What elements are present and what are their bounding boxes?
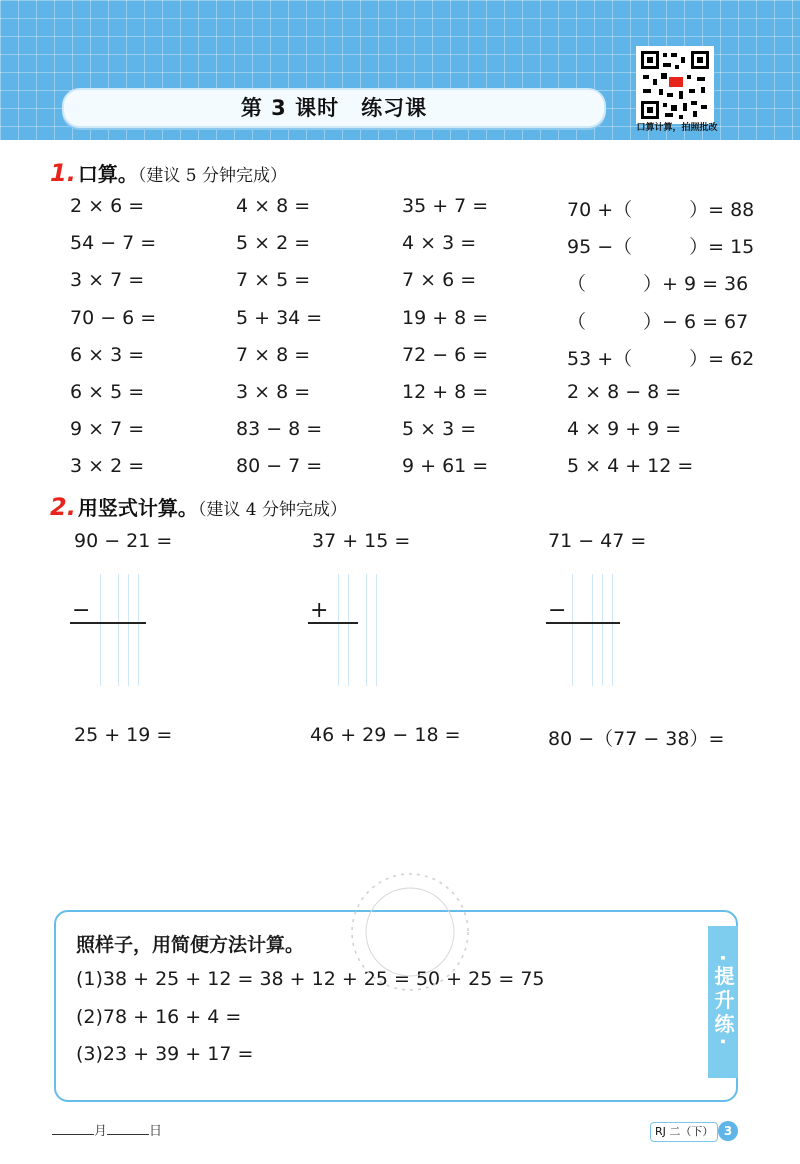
page-number: 3 [718, 1121, 738, 1141]
guide-line [592, 574, 593, 686]
operator-sign: − [72, 598, 91, 623]
oral-item[interactable]: 5 × 2 = [236, 232, 311, 254]
qr-caption: 口算计算，拍照批改 [636, 123, 718, 133]
oral-item[interactable]: 70 − 6 = [70, 307, 157, 329]
edition-tag: RJ 二（下） [650, 1122, 718, 1142]
section2-heading: 用竖式计算。 [77, 496, 198, 520]
guide-line [128, 574, 129, 686]
oral-item[interactable]: 4 × 3 = [402, 232, 477, 254]
oral-item[interactable]: 4 × 8 = [236, 195, 311, 217]
day-label: 日 [149, 1124, 163, 1139]
vertical-problem: 90 − 21 = [74, 530, 173, 552]
oral-item[interactable]: 72 − 6 = [402, 344, 489, 366]
oral-item[interactable]: 5 + 34 = [236, 307, 323, 329]
guide-line [366, 574, 367, 686]
oral-item[interactable]: 83 − 8 = [236, 418, 323, 440]
oral-item[interactable]: 2 × 6 = [70, 195, 145, 217]
oral-item[interactable]: 9 + 61 = [402, 455, 489, 477]
oral-item[interactable]: 9 × 7 = [70, 418, 145, 440]
vertical-problem: 80 −（77 − 38）= [548, 728, 725, 750]
section2-title [50, 492, 347, 521]
section1-number: 1. [50, 159, 76, 187]
oral-item[interactable]: 4 × 9 + 9 = [567, 418, 682, 440]
vertical-problem: 46 + 29 − 18 = [310, 724, 461, 746]
oral-item[interactable]: （ ）+ 9 = 36 [567, 273, 749, 295]
oral-item[interactable]: 7 × 5 = [236, 269, 311, 291]
vertical-problem: 71 − 47 = [548, 530, 647, 552]
section1-note: （建议 5 分钟完成） [137, 166, 287, 186]
oral-item[interactable]: 35 + 7 = [402, 195, 489, 217]
watermark-seal [340, 862, 480, 1002]
section1-heading: 口算。 [77, 162, 138, 186]
oral-item[interactable]: 5 × 4 + 12 = [567, 455, 694, 477]
guide-line [602, 574, 603, 686]
day-blank[interactable] [107, 1134, 149, 1135]
guide-line [118, 574, 119, 686]
section2-number: 2. [50, 493, 76, 521]
section2-note: （建议 4 分钟完成） [197, 500, 347, 520]
guide-line [338, 574, 339, 686]
oral-item[interactable]: 70 +（ ）= 88 [567, 199, 755, 221]
oral-item[interactable]: 19 + 8 = [402, 307, 489, 329]
vertical-problem: 25 + 19 = [74, 724, 173, 746]
guide-line [376, 574, 377, 686]
guide-line [100, 574, 101, 686]
answer-line [546, 622, 620, 624]
answer-line [70, 622, 146, 624]
month-blank[interactable] [52, 1134, 94, 1135]
footer-date[interactable] [52, 1120, 162, 1139]
oral-item[interactable]: 12 + 8 = [402, 381, 489, 403]
oral-item[interactable]: 5 × 3 = [402, 418, 477, 440]
operator-sign: − [548, 598, 567, 623]
oral-item[interactable]: 53 +（ ）= 62 [567, 348, 755, 370]
improve-problem[interactable]: (2)78 + 16 + 4 = [76, 1006, 242, 1028]
vertical-problem: 37 + 15 = [312, 530, 411, 552]
improve-example: (1)38 + 25 + 12 = 38 + 12 + 25 = 50 + 25 = 75 [76, 968, 545, 990]
operator-sign: + [310, 598, 329, 623]
month-label: 月 [94, 1124, 108, 1139]
answer-line [308, 622, 358, 624]
oral-item[interactable]: 3 × 8 = [236, 381, 311, 403]
improve-problem[interactable]: (3)23 + 39 + 17 = [76, 1043, 254, 1065]
oral-item[interactable]: （ ）− 6 = 67 [567, 311, 749, 333]
oral-item[interactable]: 7 × 6 = [402, 269, 477, 291]
oral-item[interactable]: 80 − 7 = [236, 455, 323, 477]
improve-title: 照样子，用简便方法计算。 [76, 934, 305, 956]
qr-code[interactable] [636, 46, 714, 124]
guide-line [138, 574, 139, 686]
oral-item[interactable]: 95 −（ ）= 15 [567, 236, 755, 258]
section1-title [50, 158, 287, 187]
guide-line [572, 574, 573, 686]
oral-item[interactable]: 7 × 8 = [236, 344, 311, 366]
guide-line [612, 574, 613, 686]
oral-item[interactable]: 3 × 7 = [70, 269, 145, 291]
oral-item[interactable]: 6 × 3 = [70, 344, 145, 366]
oral-item[interactable]: 54 − 7 = [70, 232, 157, 254]
qr-code-icon [639, 49, 711, 121]
oral-item[interactable]: 3 × 2 = [70, 455, 145, 477]
guide-line [348, 574, 349, 686]
lesson-title: 第 3 课时 练习课 [62, 88, 606, 128]
improve-tab: ·提升练· [708, 926, 738, 1078]
oral-item[interactable]: 2 × 8 − 8 = [567, 381, 682, 403]
oral-item[interactable]: 6 × 5 = [70, 381, 145, 403]
